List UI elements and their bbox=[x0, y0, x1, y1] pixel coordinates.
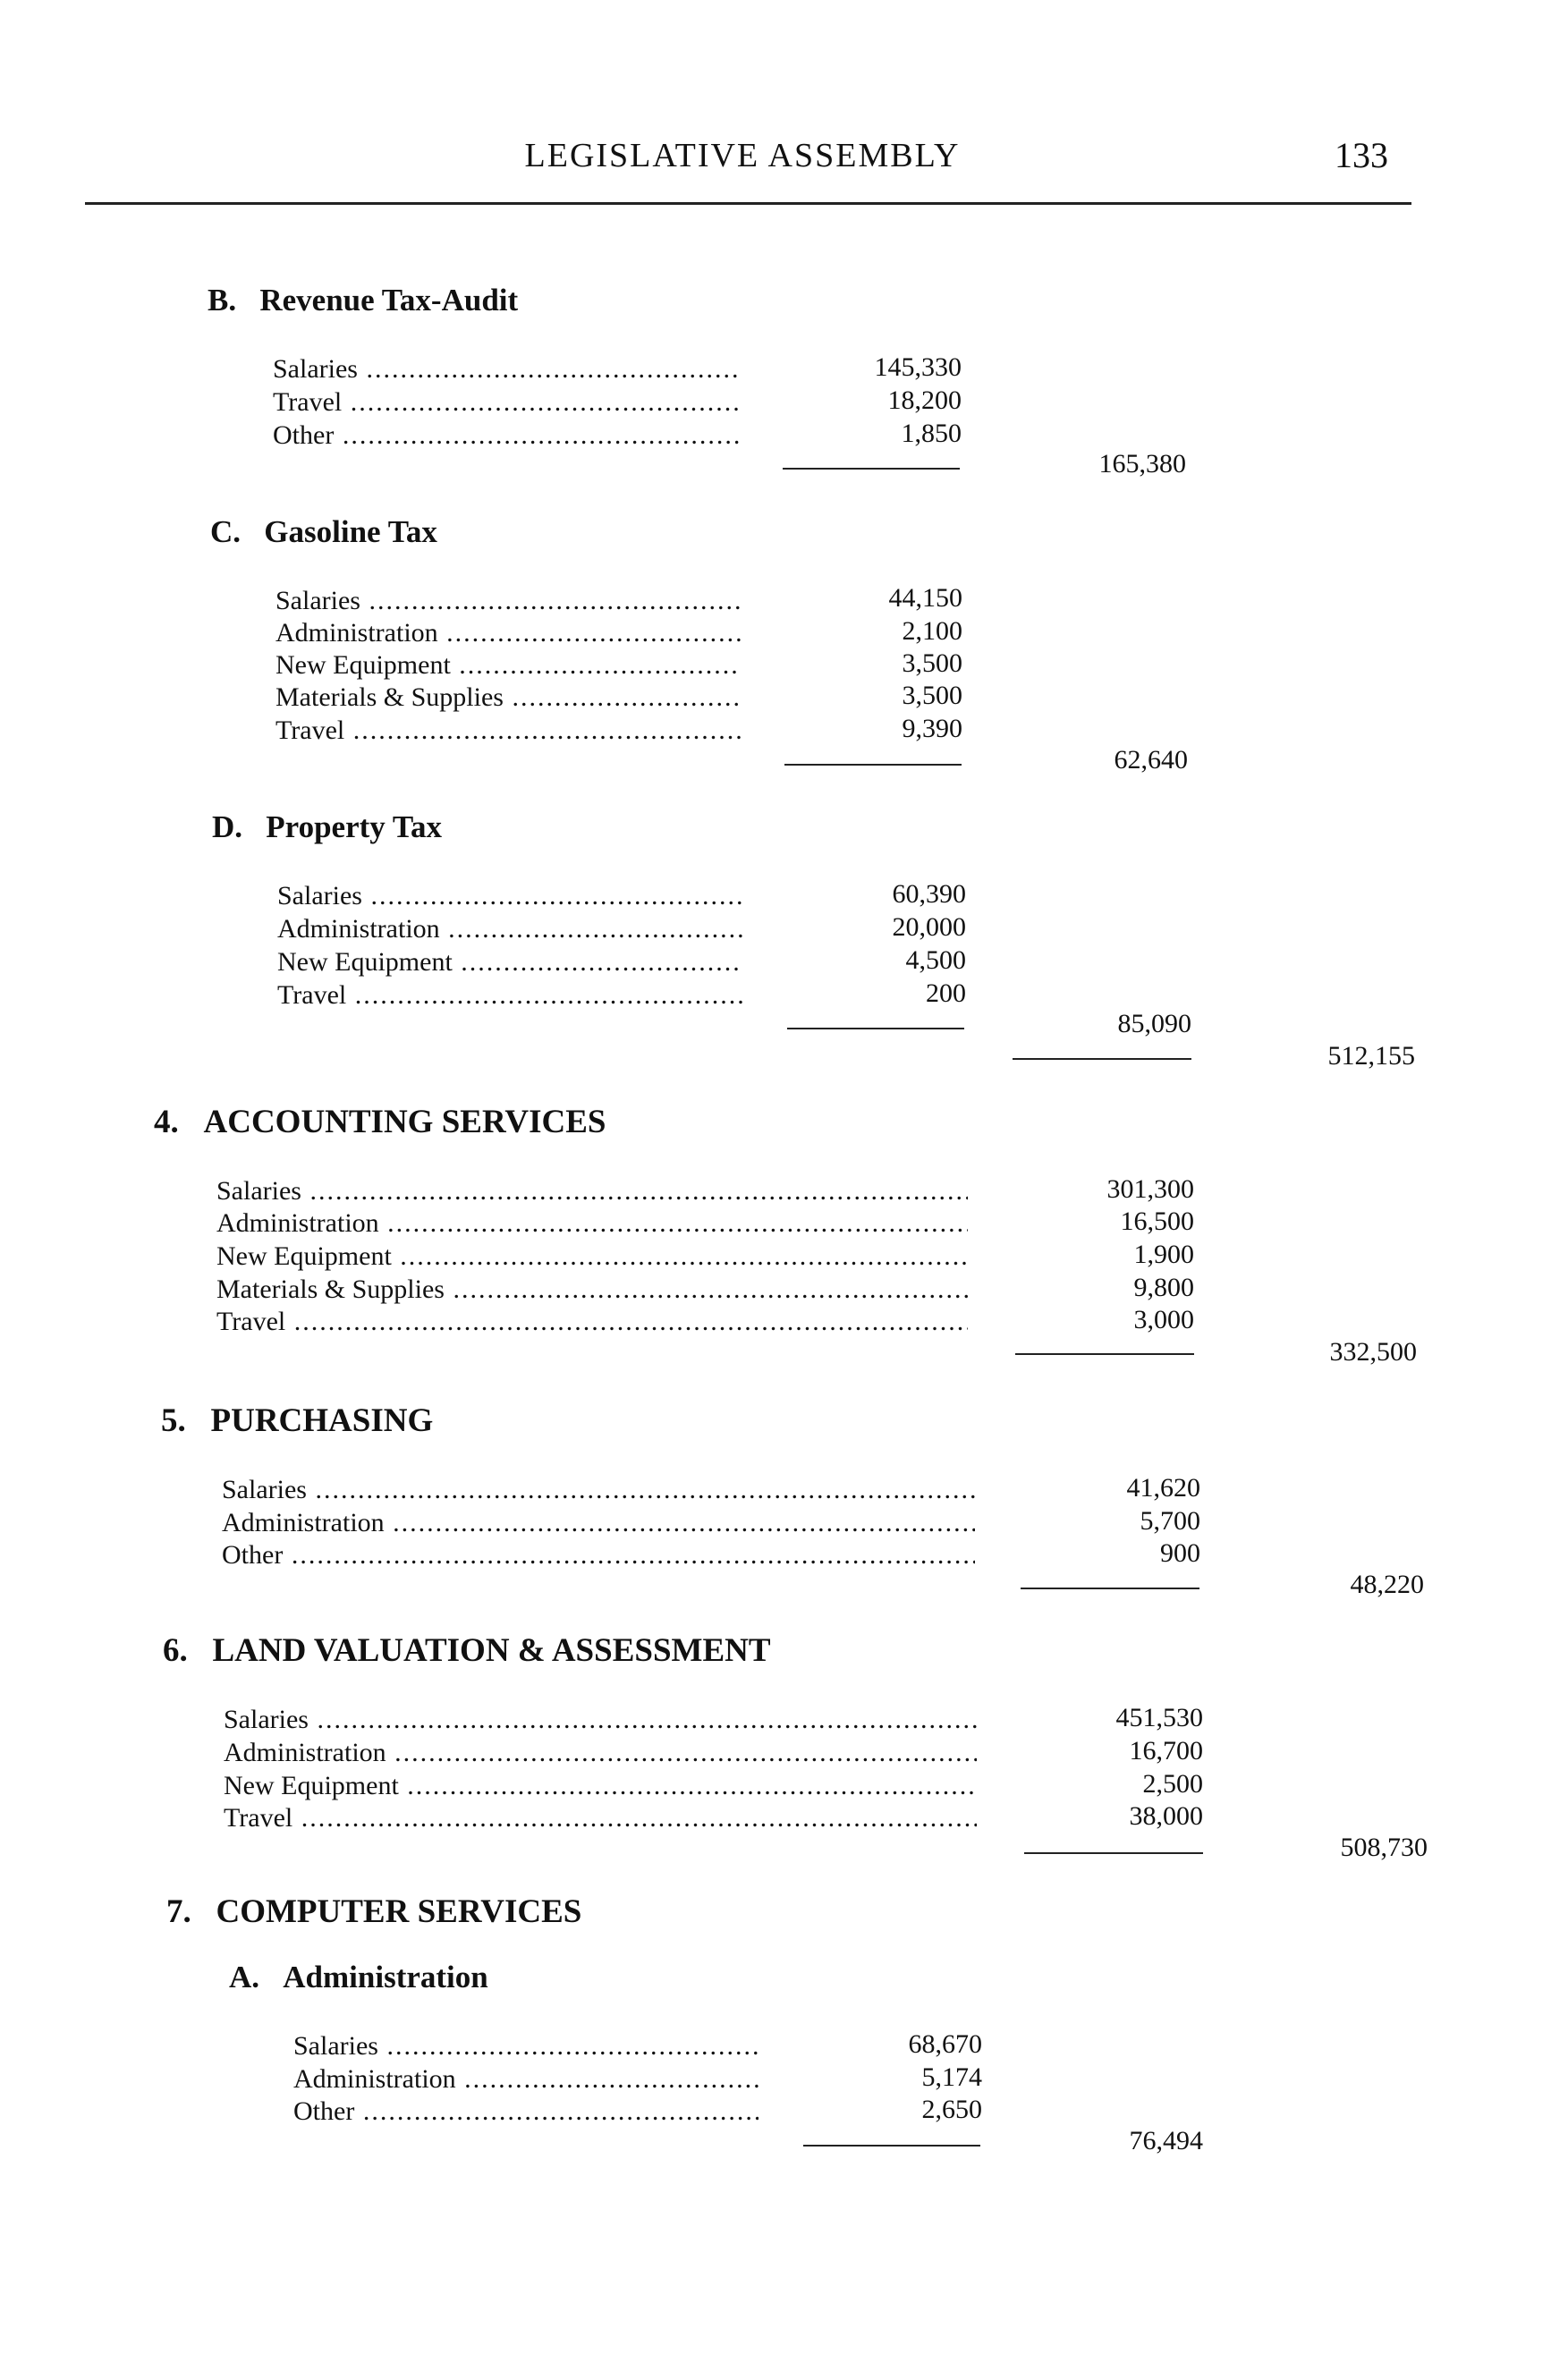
section-title: Administration bbox=[283, 1960, 488, 1994]
line-item-label: Other ..... bbox=[293, 2096, 759, 2128]
total-rule bbox=[1015, 1353, 1194, 1355]
subtotal-rule bbox=[784, 764, 962, 766]
line-item-label: New Equipment ..... bbox=[216, 1241, 968, 1273]
line-item-amount: 68,670 bbox=[908, 2029, 982, 2059]
section-heading-gasoline-tax bbox=[210, 514, 437, 550]
line-item-label: Travel ..... bbox=[224, 1802, 977, 1834]
line-item-amount: 18,200 bbox=[887, 385, 962, 415]
line-item-amount: 9,390 bbox=[902, 714, 962, 743]
line-item-label: Other ..... bbox=[222, 1539, 975, 1571]
line-item-label: New Equipment ..... bbox=[277, 946, 742, 978]
section-number: 4. bbox=[154, 1104, 179, 1140]
line-item-amount: 3,000 bbox=[1133, 1305, 1194, 1334]
section-title: Gasoline Tax bbox=[264, 514, 437, 549]
section-heading-accounting-services bbox=[154, 1103, 606, 1141]
section-title: LAND VALUATION & ASSESSMENT bbox=[212, 1632, 771, 1669]
line-item-amount: 2,500 bbox=[1142, 1769, 1203, 1799]
line-item-label: Other ..... bbox=[273, 419, 740, 452]
section-title: ACCOUNTING SERVICES bbox=[203, 1104, 606, 1140]
line-item-amount: 1,850 bbox=[901, 419, 962, 448]
section-heading-purchasing bbox=[161, 1401, 433, 1440]
line-item-amount: 9,800 bbox=[1133, 1273, 1194, 1302]
section-heading-land-valuation bbox=[163, 1631, 771, 1670]
section-letter: D. bbox=[212, 809, 243, 844]
line-item-label: Materials & Supplies ..... bbox=[216, 1274, 968, 1306]
section-title: Revenue Tax-Audit bbox=[259, 283, 519, 318]
section-letter: B. bbox=[208, 283, 237, 318]
line-item-label: Salaries ..... bbox=[216, 1175, 968, 1207]
section-title: Property Tax bbox=[266, 809, 443, 844]
subtotal-rule bbox=[787, 1028, 964, 1029]
line-item-amount: 60,390 bbox=[892, 879, 966, 909]
line-item-label: Salaries ..... bbox=[277, 880, 742, 912]
section-letter: A. bbox=[229, 1960, 260, 1994]
line-item-label: Travel ..... bbox=[277, 979, 742, 1012]
line-item-label: Salaries ..... bbox=[293, 2030, 759, 2062]
line-item-label: Administration ..... bbox=[275, 617, 741, 649]
line-item-amount: 900 bbox=[1160, 1538, 1200, 1568]
subtotal-rule bbox=[803, 2145, 980, 2147]
line-item-label: Administration ..... bbox=[216, 1207, 968, 1240]
subtotal-rule bbox=[783, 468, 960, 470]
line-item-amount: 200 bbox=[926, 978, 966, 1008]
line-item-amount: 2,100 bbox=[902, 616, 962, 646]
section-total-amount: 332,500 bbox=[1329, 1337, 1417, 1367]
section-total-amount: 508,730 bbox=[1340, 1833, 1428, 1862]
page-number: 133 bbox=[1335, 135, 1388, 175]
group-total-amount: 512,155 bbox=[1327, 1041, 1415, 1071]
line-item-amount: 16,500 bbox=[1120, 1207, 1194, 1236]
subtotal-amount: 165,380 bbox=[1098, 449, 1186, 478]
section-number: 5. bbox=[161, 1402, 186, 1439]
line-item-label: Administration ..... bbox=[222, 1507, 975, 1539]
line-item-label: Travel ..... bbox=[275, 715, 741, 747]
line-item-label: New Equipment ..... bbox=[275, 649, 741, 682]
line-item-amount: 44,150 bbox=[888, 583, 962, 613]
line-item-amount: 1,900 bbox=[1133, 1240, 1194, 1269]
section-title: PURCHASING bbox=[210, 1402, 434, 1439]
section-number: 6. bbox=[163, 1632, 188, 1669]
subtotal-amount: 76,494 bbox=[1129, 2126, 1203, 2155]
line-item-amount: 2,650 bbox=[921, 2095, 982, 2124]
line-item-amount: 5,700 bbox=[1140, 1506, 1200, 1536]
line-item-label: Administration ..... bbox=[277, 913, 742, 945]
line-item-label: Salaries ..... bbox=[222, 1474, 975, 1506]
total-rule bbox=[1021, 1588, 1199, 1589]
line-item-amount: 451,530 bbox=[1115, 1703, 1203, 1732]
line-item-label: Travel ..... bbox=[273, 386, 740, 419]
header-rule bbox=[85, 202, 1411, 205]
line-item-amount: 41,620 bbox=[1126, 1473, 1200, 1503]
line-item-label: Administration ..... bbox=[293, 2063, 759, 2096]
line-item-amount: 145,330 bbox=[874, 352, 962, 382]
section-total-amount: 48,220 bbox=[1350, 1570, 1424, 1599]
line-item-label: Salaries ..... bbox=[273, 353, 740, 385]
line-item-label: Travel ..... bbox=[216, 1306, 968, 1338]
line-item-amount: 4,500 bbox=[905, 945, 966, 975]
section-heading-property-tax bbox=[212, 809, 442, 845]
line-item-amount: 38,000 bbox=[1129, 1801, 1203, 1831]
line-item-label: Materials & Supplies ..... bbox=[275, 682, 741, 714]
total-rule bbox=[1024, 1852, 1203, 1854]
line-item-label: Administration ..... bbox=[224, 1737, 977, 1769]
line-item-label: Salaries ..... bbox=[275, 585, 741, 617]
subtotal-amount: 62,640 bbox=[1114, 745, 1188, 775]
section-heading-computer-administration bbox=[229, 1960, 488, 1995]
group-total-rule bbox=[1013, 1058, 1191, 1060]
section-heading-revenue-tax-audit bbox=[208, 283, 518, 318]
subtotal-amount: 85,090 bbox=[1117, 1009, 1191, 1038]
section-letter: C. bbox=[210, 514, 242, 549]
section-title: COMPUTER SERVICES bbox=[216, 1893, 582, 1930]
section-heading-computer-services bbox=[166, 1893, 581, 1931]
section-number: 7. bbox=[166, 1893, 191, 1930]
line-item-label: Salaries ..... bbox=[224, 1704, 977, 1736]
line-item-amount: 3,500 bbox=[902, 681, 962, 710]
running-title: LEGISLATIVE ASSEMBLY bbox=[524, 137, 961, 174]
line-item-amount: 20,000 bbox=[892, 912, 966, 942]
line-item-amount: 3,500 bbox=[902, 648, 962, 678]
line-item-label: New Equipment ..... bbox=[224, 1770, 977, 1802]
line-item-amount: 16,700 bbox=[1129, 1736, 1203, 1766]
line-item-amount: 301,300 bbox=[1106, 1174, 1194, 1204]
line-item-amount: 5,174 bbox=[921, 2062, 982, 2092]
